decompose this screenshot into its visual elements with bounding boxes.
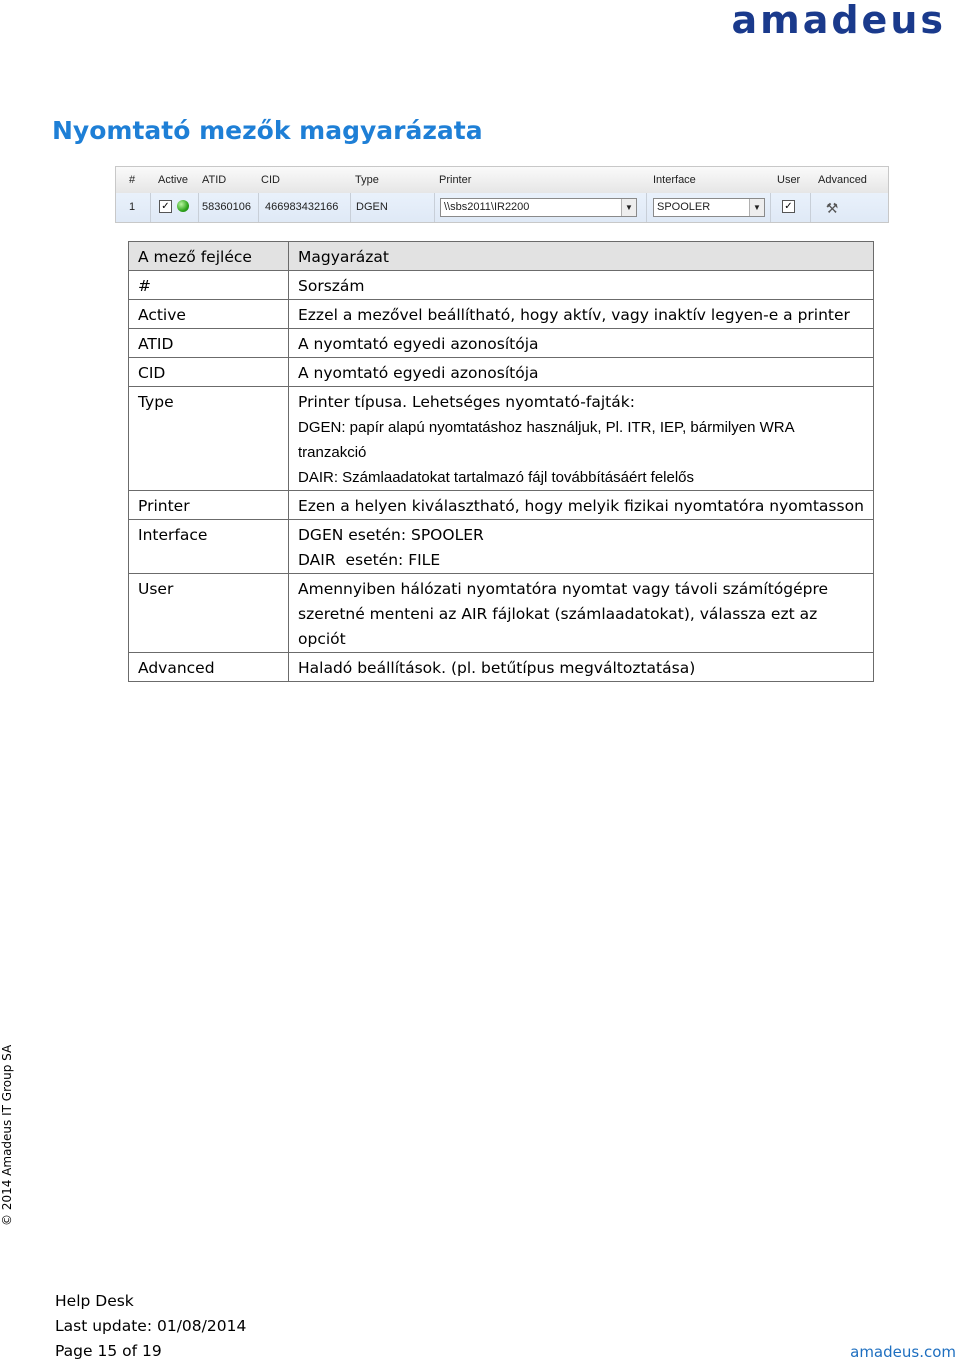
printer-grid-screenshot xyxy=(115,166,889,223)
field-explanation xyxy=(289,520,874,574)
grid-header-atid[interactable]: ATID xyxy=(202,174,227,186)
field-name: Active xyxy=(129,300,289,329)
table-row xyxy=(129,387,874,491)
row-number: 1 xyxy=(129,201,136,213)
field-explanation: Ezen a helyen kiválasztható, hogy melyik fizikai nyomtatóra nyomtasson xyxy=(289,491,874,520)
grid-header-type[interactable]: Type xyxy=(355,174,379,186)
active-checkbox[interactable]: ✓ xyxy=(159,200,172,213)
grid-header-advanced[interactable]: Advanced xyxy=(818,174,867,186)
field-name: Type xyxy=(129,387,289,491)
grid-header-user[interactable]: User xyxy=(777,174,801,186)
amadeus-logo: amadeus xyxy=(731,0,946,42)
interface-select[interactable] xyxy=(653,198,765,217)
grid-row[interactable] xyxy=(116,193,888,222)
table-row xyxy=(129,491,874,520)
explanation-line: DAIR esetén: FILE xyxy=(298,551,441,569)
table-header-row xyxy=(129,242,874,271)
field-explanation xyxy=(289,387,874,491)
grid-header-interface[interactable]: Interface xyxy=(653,174,696,186)
chevron-down-icon[interactable]: ▼ xyxy=(749,199,764,216)
grid-header-printer[interactable]: Printer xyxy=(439,174,472,186)
field-name: Interface xyxy=(129,520,289,574)
field-name: # xyxy=(129,271,289,300)
field-explanation: Amennyiben hálózati nyomtatóra nyomtat vagy távoli számítógépre szeretné menteni az AIR fájlokat (számlaadatokat), válassza ezt az opciót xyxy=(289,574,874,653)
field-name: CID xyxy=(129,358,289,387)
explanation-line: DAIR: Számlaadatokat tartalmazó fájl továbbításáért felelős xyxy=(298,469,695,486)
field-explanation: A nyomtató egyedi azonosítója xyxy=(289,358,874,387)
cid-value[interactable]: 466983432166 xyxy=(265,201,339,213)
page-title: Nyomtató mezők magyarázata xyxy=(52,116,483,145)
field-name: ATID xyxy=(129,329,289,358)
field-name: Printer xyxy=(129,491,289,520)
footer-updated: Last update: 01/08/2014 xyxy=(55,1317,247,1335)
printer-select[interactable] xyxy=(440,198,637,217)
table-row xyxy=(129,520,874,574)
table-row xyxy=(129,329,874,358)
type-value[interactable]: DGEN xyxy=(356,201,388,213)
field-explanation-table xyxy=(128,241,874,682)
user-checkbox[interactable]: ✓ xyxy=(782,200,795,213)
table-row xyxy=(129,300,874,329)
atid-value[interactable]: 58360106 xyxy=(202,201,251,213)
green-led-icon xyxy=(177,200,189,212)
footer-page-number: Page 15 of 19 xyxy=(55,1342,162,1360)
chevron-down-icon[interactable]: ▼ xyxy=(621,199,636,216)
website-link[interactable]: amadeus.com xyxy=(850,1343,956,1361)
field-name: User xyxy=(129,574,289,653)
interface-select-value: SPOOLER xyxy=(657,201,711,213)
table-row xyxy=(129,574,874,653)
field-explanation: Haladó beállítások. (pl. betűtípus megváltoztatása) xyxy=(289,653,874,682)
settings-tools-icon[interactable]: ⚒ xyxy=(825,200,839,216)
grid-header-active[interactable]: Active xyxy=(158,174,188,186)
table-row xyxy=(129,358,874,387)
field-explanation: A nyomtató egyedi azonosítója xyxy=(289,329,874,358)
footer-dept: Help Desk xyxy=(55,1292,134,1310)
grid-header xyxy=(116,167,888,194)
field-explanation: Sorszám xyxy=(289,271,874,300)
table-row xyxy=(129,653,874,682)
explanation-line: DGEN: papír alapú nyomtatáshoz használjuk, Pl. ITR, IEP, bármilyen WRA tranzakció xyxy=(298,419,794,461)
header-explanation: Magyarázat xyxy=(289,242,874,271)
grid-header-cid[interactable]: CID xyxy=(261,174,280,186)
header-field: A mező fejléce xyxy=(129,242,289,271)
printer-select-value: \\sbs2011\IR2200 xyxy=(444,201,530,213)
grid-header-number[interactable]: # xyxy=(129,174,136,186)
field-name: Advanced xyxy=(129,653,289,682)
copyright-notice: © 2014 Amadeus IT Group SA xyxy=(0,1044,14,1226)
explanation-line: DGEN esetén: SPOOLER xyxy=(298,526,484,544)
field-explanation: Ezzel a mezővel beállítható, hogy aktív, vagy inaktív legyen-e a printer xyxy=(289,300,874,329)
explanation-line: Printer típusa. Lehetséges nyomtató-fajták: xyxy=(298,393,635,411)
table-row xyxy=(129,271,874,300)
